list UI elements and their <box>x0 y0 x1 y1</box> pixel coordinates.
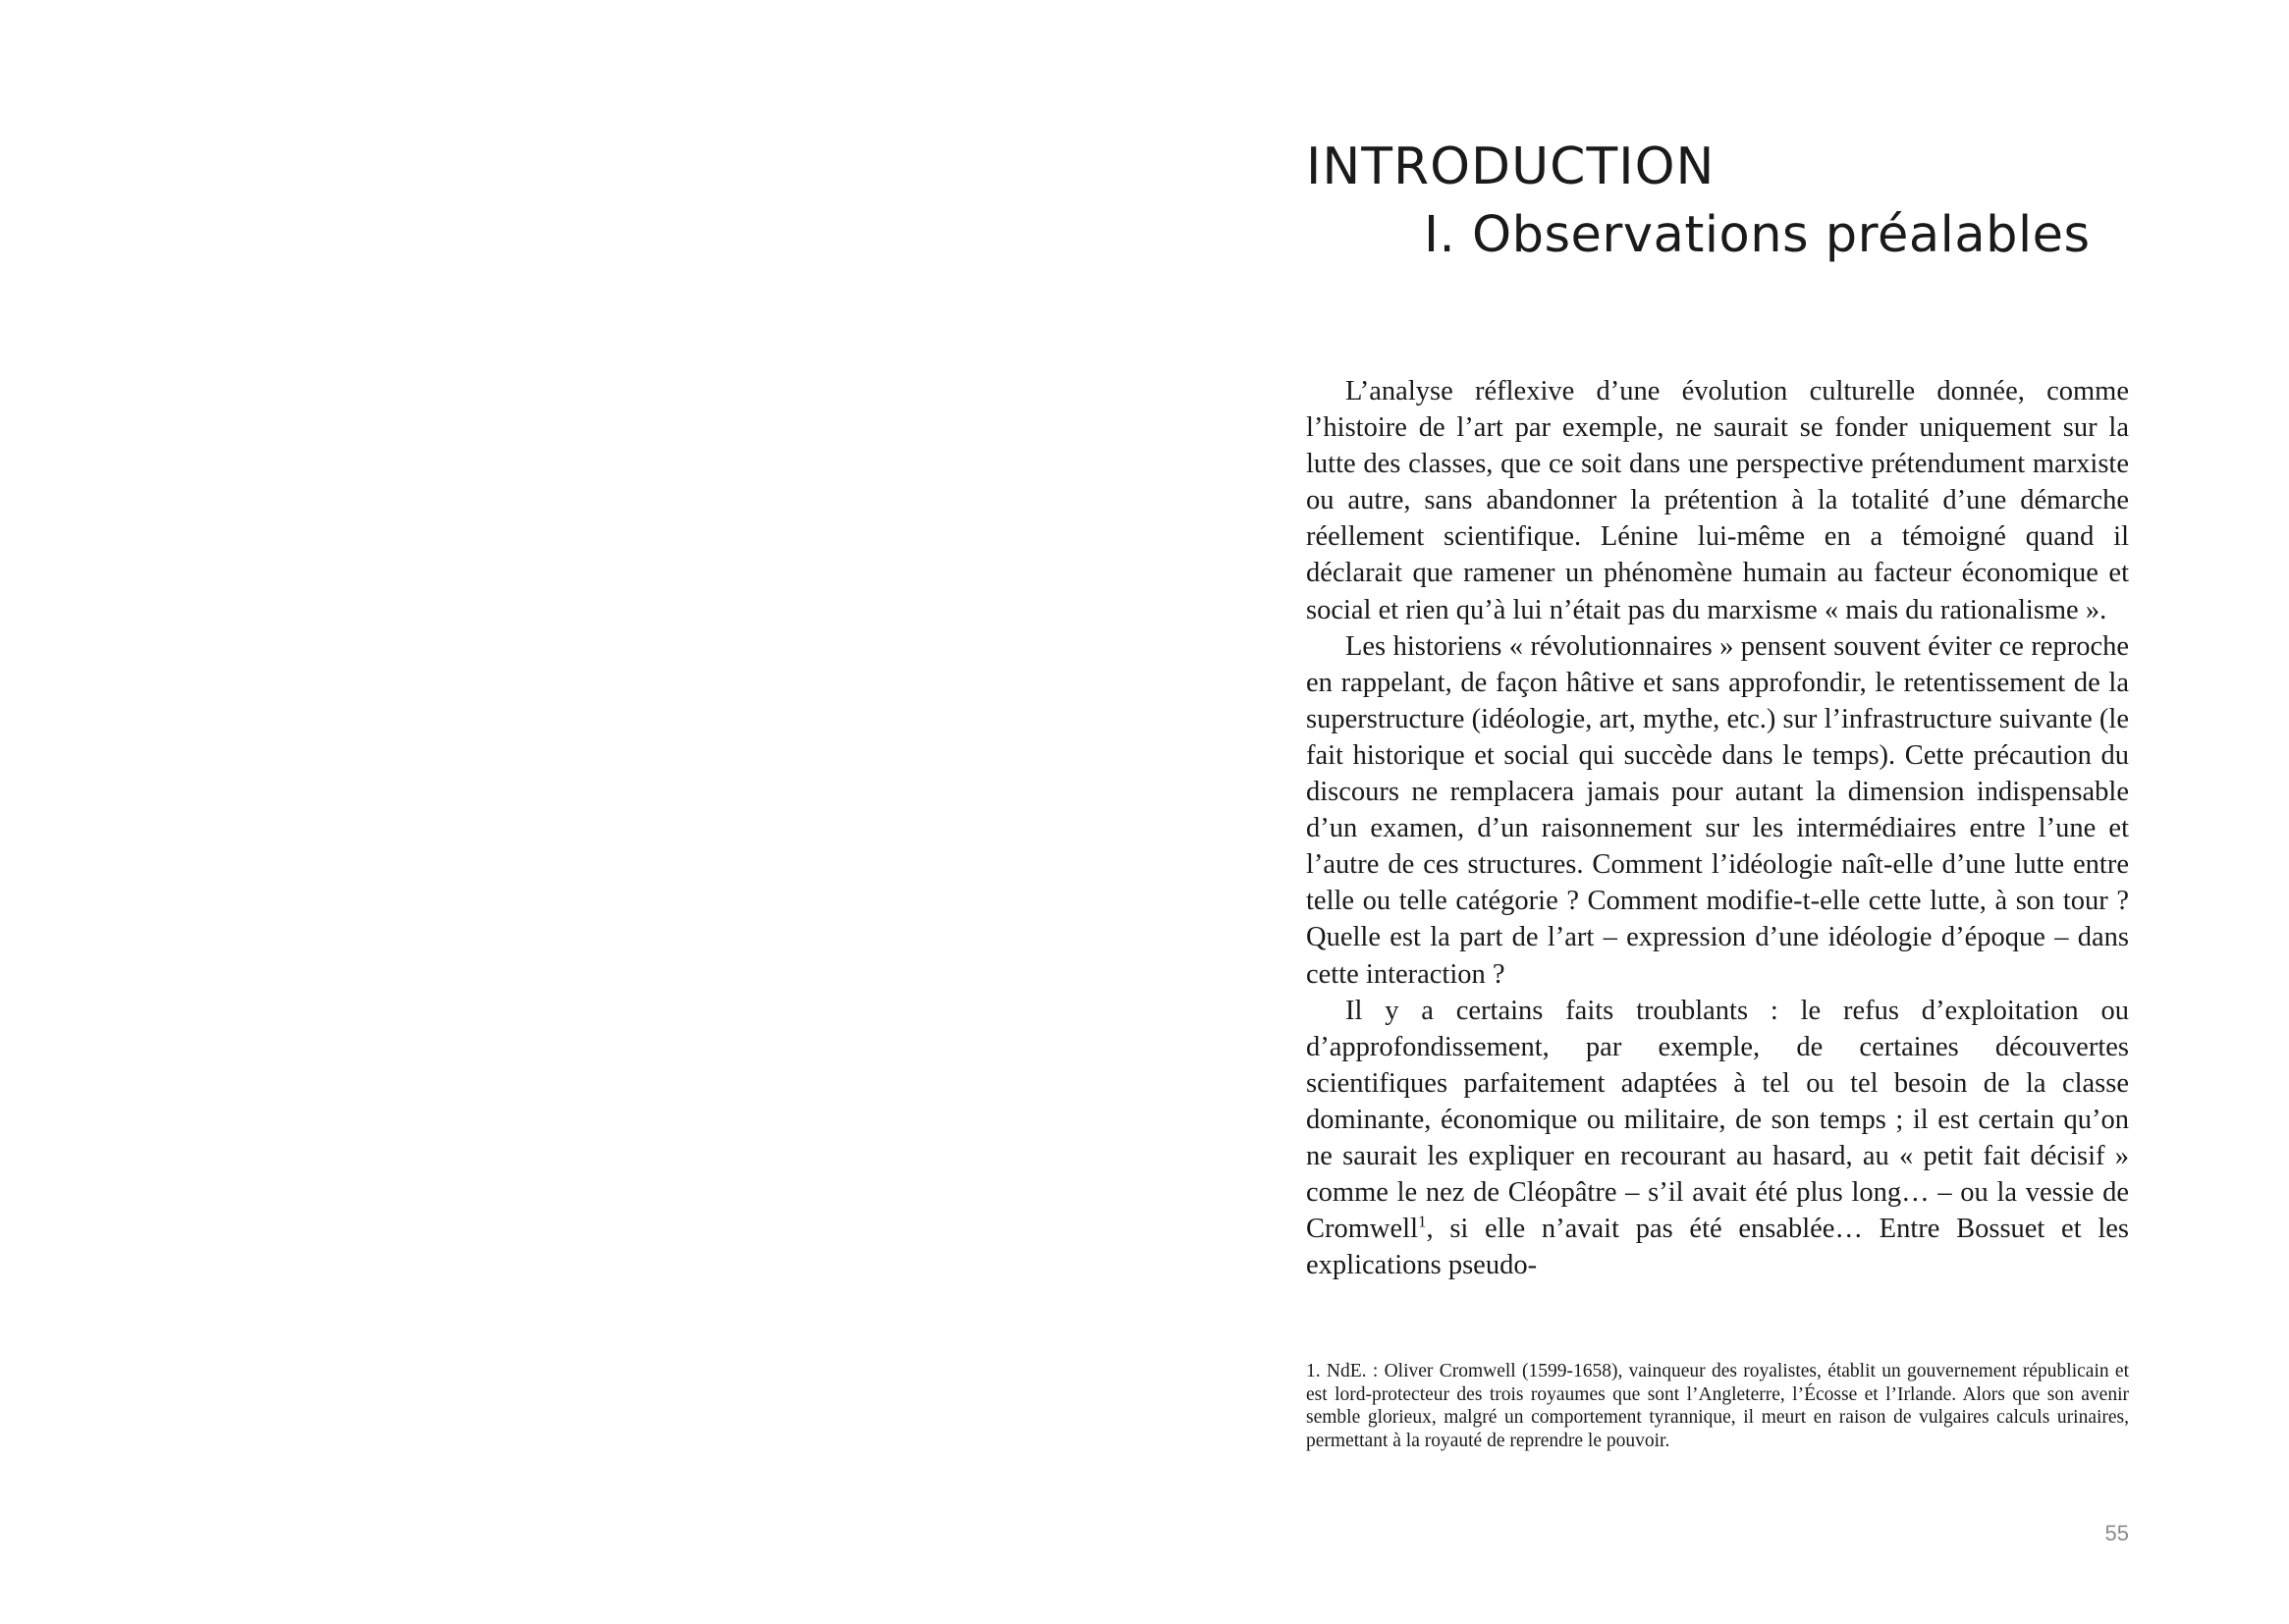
page-number: 55 <box>2104 1521 2129 1545</box>
paragraph-2: Les historiens « révolutionnaires » pensent souvent éviter ce reproche en rappelant, de façon hâtive et sans approfondir, le retentissement de la superstructure (idéologie, art, mythe, etc.) sur l’infrastructure suivante (le fait historique et social qui succède dans le temps). Cette précaution du discours ne remplacera jamais pour autant la dimension indispensable d’un examen, d’un raisonnement sur les intermédiaires entre l’une et l’autre de ces structures. Comment l’idéologie naît-elle d’une lutte entre telle ou telle catégorie ? Comment modifie-t-elle cette lutte, à son tour ? Quelle est la part de l’art – expression d’une idéologie d’époque – dans cette interaction ? <box>1306 630 2129 990</box>
right-page <box>1145 0 2289 1624</box>
section-title: I. Observations préalables <box>1424 206 2091 264</box>
chapter-label: INTRODUCTION <box>1306 137 1716 196</box>
footnote-text: 1. NdE. : Oliver Cromwell (1599-1658), vainqueur des royalistes, établit un gouvernement républicain et est lord-protecteur des trois royaumes que sont l’Angleterre, l’Écosse et l’Irlande. Alors que son avenir semble glorieux, malgré un comportement tyrannique, il meurt en raison de vulgaires calculs urinaires, permettant à la royauté de reprendre le pouvoir. <box>1306 1361 2129 1451</box>
left-page-blank <box>0 0 1144 1624</box>
footnote-reference: 1 <box>1418 1212 1427 1231</box>
footnote <box>1306 1360 2129 1452</box>
paragraph-3-continuation: , si elle n’avait pas été ensablée… Entre Bossuet et les explications pseudo- <box>1306 1214 2129 1281</box>
paragraph-1: L’analyse réflexive d’une évolution culturelle donnée, comme l’histoire de l’art par exemple, ne saurait se fonder uniquement sur la lutte des classes, que ce soit dans une perspective prétendument marxiste ou autre, sans abandonner la prétention à la totalité d’une démarche réellement scientifique. Lénine lui-même en a témoigné quand il déclarait que ramener un phénomène humain au facteur économique et social et rien qu’à lui n’était pas du marxisme « mais du rationalisme ». <box>1306 376 2129 625</box>
body-text <box>1306 373 2129 1283</box>
paragraph-3 <box>1306 993 2129 1284</box>
paragraph-3-text: Il y a certains faits troublants : le refus d’exploitation ou d’approfondissement, par exemple, de certaines découvertes scientifiques parfaitement adaptées à tel ou tel besoin de la classe dominante, économique ou militaire, de son temps ; il est certain qu’on ne saurait les expliquer en recourant au hasard, au « petit fait décisif » comme le nez de Cléopâtre – s’il avait été plus long… – ou la vessie de Cromwell <box>1306 995 2129 1245</box>
